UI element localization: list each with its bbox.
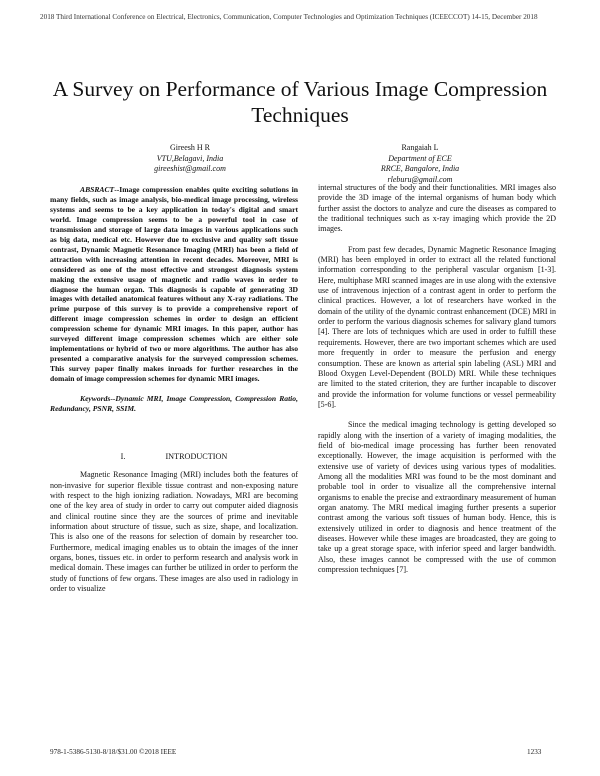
author-affiliation: Department of ECE <box>388 153 452 163</box>
paper-title: A Survey on Performance of Various Image Compression Techniques <box>52 77 548 127</box>
author-name: Gireesh H R <box>170 143 210 152</box>
keywords: Keywords--Dynamic MRI, Image Compression, Compression Ratio, Redundancy, PSNR, SSIM. <box>50 394 298 414</box>
author-name: Rangaiah L <box>401 143 439 152</box>
author-block <box>335 143 505 185</box>
left-column <box>50 185 298 594</box>
intro-paragraph: Magnetic Resonance Imaging (MRI) includes both the features of non-invasive for superior flexible tissue contrast and non-exposing nature with respect to the high ionizing radiation. Nowadays, MRI are becoming one of the key area of study in order to carry out computer aided diagnosis and clinical routine since they are the sources of prime and inevitable information about structure of tissue, such as size, shape, and localization. This is also one of the reasons for selection of domain by researcher too. Furthermore, medical imaging enables us to obtain the images of the inner organs, bones, tissues etc. in order to perform research and analysis work in medical domain. These images can further be utilized in order to perform the study of functions of few organs. These images are also used in radiology in order to visualize <box>50 470 298 594</box>
author-block <box>105 143 275 175</box>
author-affiliation: VTU,Belagavi, India <box>156 153 224 163</box>
body-paragraph: Since the medical imaging technology is getting developed so rapidly along with the insertion of a variety of imaging modalities, the field of bio-medical image processing has further been renovated exceptionally. However, the image acquisition is performed with the extensive use of variety of devices using various types of modalities. Among all the modalities MRI was found to be the most dominant and probable tool in order to visualize all the comprehensive internal organisms to enable the precise and extraordinary measurement of human organ anatomy. The MRI medical imaging further presents a superior contrast among the various soft tissues of human body. Hence, this is extensively utilized in order to diagnosis and hence treatment of the diseases. However while these images are broadcasted, they are going to take up a great storage space, with inferior speed and larger bandwidth. Also, these images cannot be compressed with the use of common compression techniques [7]. <box>318 420 556 575</box>
page-number: 1233 <box>527 748 542 756</box>
right-column <box>318 183 556 575</box>
abstract-text: --Image compression enables quite exciting solutions in many fields, such as image analysis, bio-medical image processing, wireless systems and seems to be a key application in today's digital and smart world. Image compression seems to be a powerful tool in case of transmission and storage of large data images in various applications such as big data, medical etc. However due to exclusive and quality soft tissue contrast, Dynamic Magnetic Resonance Imaging (MRI) has been a field of attraction with increasing attention in recent decades. Moreover, MRI is considered as one of the most effective and strongest diagnosis system making the extensive usage of magnetic and radio waves in order to diagnose the human organ. This diagnosis is capable of generating 3D images with detailed anatomical features without any X-ray radiations. The prime purpose of this survey is to provide a comprehensive report of different image compression schemes in order to design an efficient compression scheme for dynamic MRI images. In this paper, author has surveyed different image compression schemes which are either sole implementations or hybrid of two or more algorithms. The author has also presented a comparative analysis for the surveyed compression schemes. This survey paper finally makes inroads for further researches in the domain of image compression schemes for dynamic MRI images. <box>50 185 298 384</box>
author-affiliation: RRCE, Bangalore, India <box>380 164 460 173</box>
abstract-label: ABSRACT <box>80 185 115 194</box>
body-paragraph: From past few decades, Dynamic Magnetic Resonance Imaging (MRI) has been employed in order to extract all the related functional information corresponding to the peripheral vascular organism [1-3]. Here, multiphase MRI scanned images are in use along with the extensive use of intravenous injection of a contrast agent in order to perform the clinical practices. However, a lot of researchers have worked in the domain of the utility of the dynamic contrast enhancement (DCE) MRI in order to perform the various diagnosis schemes for salivary gland tumors [4]. There are lots of techniques which are used in order to fulfill these requirements. However, there are two important schemes which are used more frequently in order to measure the perfusion and energy consumption. These are known as arterial spin labeling (ASL) MRI and Blood Oxygen Level-Dependent (BOLD) MRI. While these techniques are limited to the stated criterion, they are further incapable to discover and provide the information for volume functions or vessel permeability [5-6]. <box>318 244 556 409</box>
conference-header: 2018 Third International Conference on Electrical, Electronics, Communication, Computer Technologies and Optimization Techniques (ICEECCOT) 14-15, December 2018 <box>40 13 538 21</box>
author-email: rleburu@gmail.com <box>387 174 453 184</box>
section-heading <box>50 452 298 462</box>
abstract <box>50 185 298 384</box>
section-title: INTRODUCTION <box>165 451 228 461</box>
body-paragraph: internal structures of the body and their functionalities. MRI images also provide the 3D image of the internal organisms of human body which further assist the doctors to analyze and cure the diseases as compared to the traditional techniques such as x-ray imaging which provide the 2D images. <box>318 183 556 234</box>
copyright-footer: 978-1-5386-5130-8/18/$31.00 ©2018 IEEE <box>50 748 177 756</box>
section-number: I. <box>120 451 126 461</box>
author-email: gireeshist@gmail.com <box>154 164 226 173</box>
